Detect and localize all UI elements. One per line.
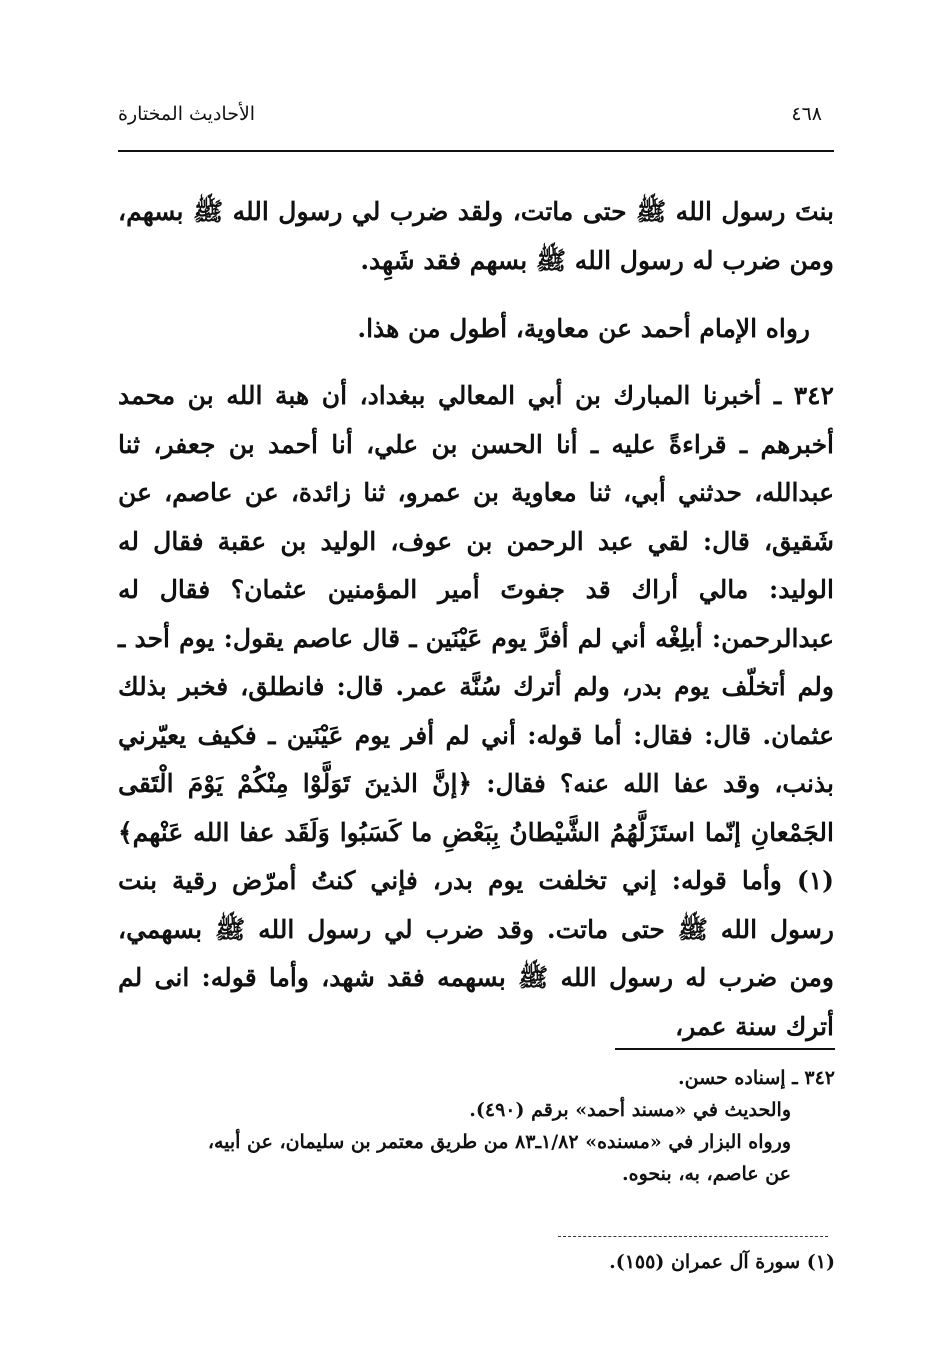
footnote-line: والحديث في «مسند أحمد» برقم (٤٩٠). [469, 1099, 791, 1121]
footnote-quran-reference: (١) سورة آل عمران (١٥٥). [609, 1251, 835, 1273]
footnote-separator [615, 1048, 835, 1050]
footnotes-block [105, 1062, 835, 1190]
footnote-line: عن عاصم، به، بنحوه. [622, 1163, 791, 1185]
paragraph-continuation: بنتَ رسول الله ﷺ حتى ماتت، ولقد ضرب لي رسول الله ﷺ بسهم، ومن ضرب له رسول الله ﷺ بسهم فقد شَهِد. [118, 197, 834, 275]
footnote-dashed-separator [558, 1236, 828, 1237]
footnote-line: ورواه البزار في «مسنده» ١/٨٢ـ٨٣ من طريق معتمر بن سليمان، عن أبيه، [207, 1131, 791, 1153]
running-header-title: الأحاديث المختارة [118, 103, 256, 125]
paragraph-hadith-342: ٣٤٢ ـ أخبرنا المبارك بن أبي المعالي ببغداد، أن هبة الله بن محمد أخبرهم ـ قراءةً عليه ـ أنا الحسن بن علي، أنا أحمد بن جعفر، ثنا عبدالله، حدثني أبي، ثنا معاوية بن عمرو، ثنا زائدة، عن عاصم، عن شَقيق، قال: لقي عبد الرحمن بن عوف، الوليد بن عقبة فقال له الوليد: مالي أراك قد جفوتَ أمير المؤمنين عثمان؟ فقال له عبدالرحمن: أبلِغْه أني لم أفرَّ يوم عَيْنَين ـ قال عاصم يقول: يوم أحد ـ ولم أتخلّف يوم بدر، ولم أترك سُنَّة عمر. قال: فانطلق، فخبر بذلك عثمان. قال: فقال: أما قوله: أني لم أفر يوم عَيْنَين ـ فكيف يعيّرني بذنب، وقد عفا الله عنه؟ فقال: ﴿إنَّ الذينَ تَوَلَّوْا مِنْكُمْ يَوْمَ الْتَقى الجَمْعانِ إنّما استَزَلَّهُمُ الشَّيْطانُ بِبَعْضِ ما كَسَبُوا وَلَقَد عفا الله عَنْهم﴾(١) وأما قوله: إني تخلفت يوم بدر، فإني كنتُ أمرّض رقية بنت رسول الله ﷺ حتى ماتت. وقد ضرب لي رسول الله ﷺ بسهمي، ومن ضرب له رسول الله ﷺ بسهمه فقد شهد، وأما قوله: انى لم أترك سنة عمر، [118, 381, 834, 1041]
paragraph-narration-note: رواه الإمام أحمد عن معاوية، أطول من هذا. [357, 314, 810, 343]
footnote-line: ٣٤٢ ـ إسناده حسن. [678, 1067, 835, 1089]
header-rule [118, 150, 834, 152]
page-number: ٤٦٨ [791, 103, 822, 125]
